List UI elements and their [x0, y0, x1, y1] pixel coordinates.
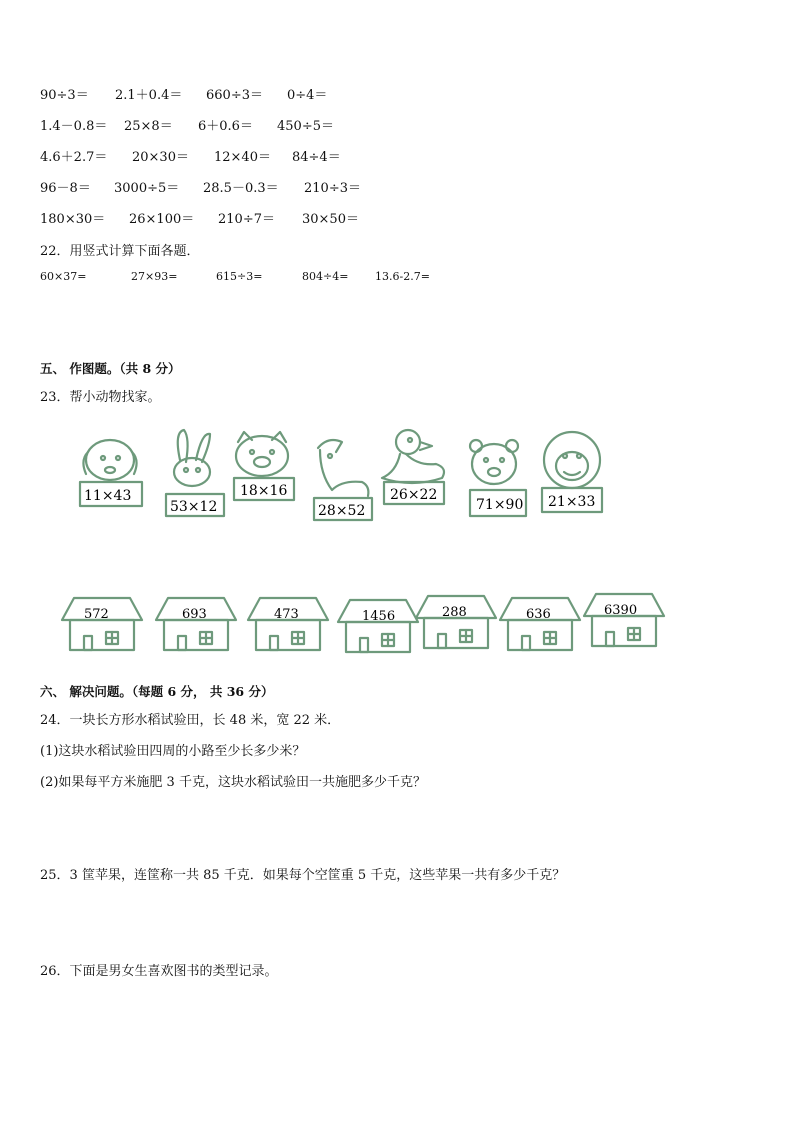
- house-icon: [416, 596, 496, 648]
- calc-item: 30×50＝: [302, 212, 359, 227]
- section-5-title: 五、 作图题。（共 8 分）: [40, 361, 181, 376]
- section-6-title: 六、 解决问题。（每题 6 分， 共 36 分）: [40, 684, 274, 699]
- calc-item: 28.5－0.3＝: [203, 181, 279, 196]
- animal-label: 11×43: [84, 488, 132, 504]
- calc-item: 660÷3＝: [206, 88, 263, 103]
- calc-item: 26×100＝: [129, 212, 195, 227]
- animal-label: 28×52: [318, 503, 366, 519]
- animals-illustration: [0, 420, 794, 530]
- animal-label: 21×33: [548, 494, 596, 510]
- house-number: 1456: [362, 609, 396, 624]
- calc-item: 1.4－0.8＝: [40, 119, 108, 134]
- animal-label: 53×12: [170, 499, 218, 515]
- house-icon: [62, 598, 142, 650]
- question-24: 24．一块长方形水稻试验田，长 48 米，宽 22 米．: [40, 713, 341, 728]
- calc-item: 96－8＝: [40, 181, 91, 196]
- question-23-title: 23．帮小动物找家。: [40, 390, 161, 405]
- calc-item: 180×30＝: [40, 212, 106, 227]
- question-24-part-1: (1)这块水稻试验田四周的小路至少长多少米？: [40, 744, 306, 759]
- calc-item: 90÷3＝: [40, 88, 89, 103]
- calc-item: 20×30＝: [132, 150, 189, 165]
- vertical-calc-item: 60×37=: [40, 270, 87, 283]
- house-number: 473: [274, 607, 299, 622]
- vertical-calc-item: 615÷3=: [216, 270, 263, 283]
- vertical-calc-item: 13.6-2.7=: [375, 270, 430, 283]
- house-number: 636: [526, 607, 551, 622]
- question-26: 26．下面是男女生喜欢图书的类型记录。: [40, 964, 278, 979]
- question-25: 25．3 筐苹果，连筐称一共 85 千克．如果每个空筐重 5 千克，这些苹果一共有多少千克？: [40, 868, 566, 883]
- question-22-title: 22．用竖式计算下面各题．: [40, 244, 200, 259]
- calc-item: 12×40＝: [214, 150, 271, 165]
- house-icon: [338, 600, 418, 652]
- vertical-calc-item: 27×93=: [131, 270, 178, 283]
- calc-item: 25×8＝: [124, 119, 173, 134]
- calc-item: 450÷5＝: [277, 119, 334, 134]
- house-icon: [500, 598, 580, 650]
- house-number: 572: [84, 607, 109, 622]
- animal-label: 71×90: [476, 497, 524, 513]
- house-icon: [248, 598, 328, 650]
- house-number: 693: [182, 607, 207, 622]
- house-icon: [584, 594, 664, 646]
- calc-item: 84÷4＝: [292, 150, 341, 165]
- vertical-calc-item: 804÷4=: [302, 270, 349, 283]
- calc-item: 4.6＋2.7＝: [40, 150, 108, 165]
- calc-item: 3000÷5＝: [114, 181, 180, 196]
- house-number: 6390: [604, 603, 638, 618]
- question-24-part-2: (2)如果每平方米施肥 3 千克，这块水稻试验田一共施肥多少千克？: [40, 775, 426, 790]
- house-icon: [156, 598, 236, 650]
- house-number: 288: [442, 605, 467, 620]
- animal-label: 26×22: [390, 487, 438, 503]
- houses-illustration: [0, 590, 794, 660]
- calc-item: 0÷4＝: [287, 88, 328, 103]
- calc-item: 210÷7＝: [218, 212, 275, 227]
- calc-item: 210÷3＝: [304, 181, 361, 196]
- calc-item: 6＋0.6＝: [198, 119, 253, 134]
- animal-label: 18×16: [240, 483, 288, 499]
- calc-item: 2.1＋0.4＝: [115, 88, 183, 103]
